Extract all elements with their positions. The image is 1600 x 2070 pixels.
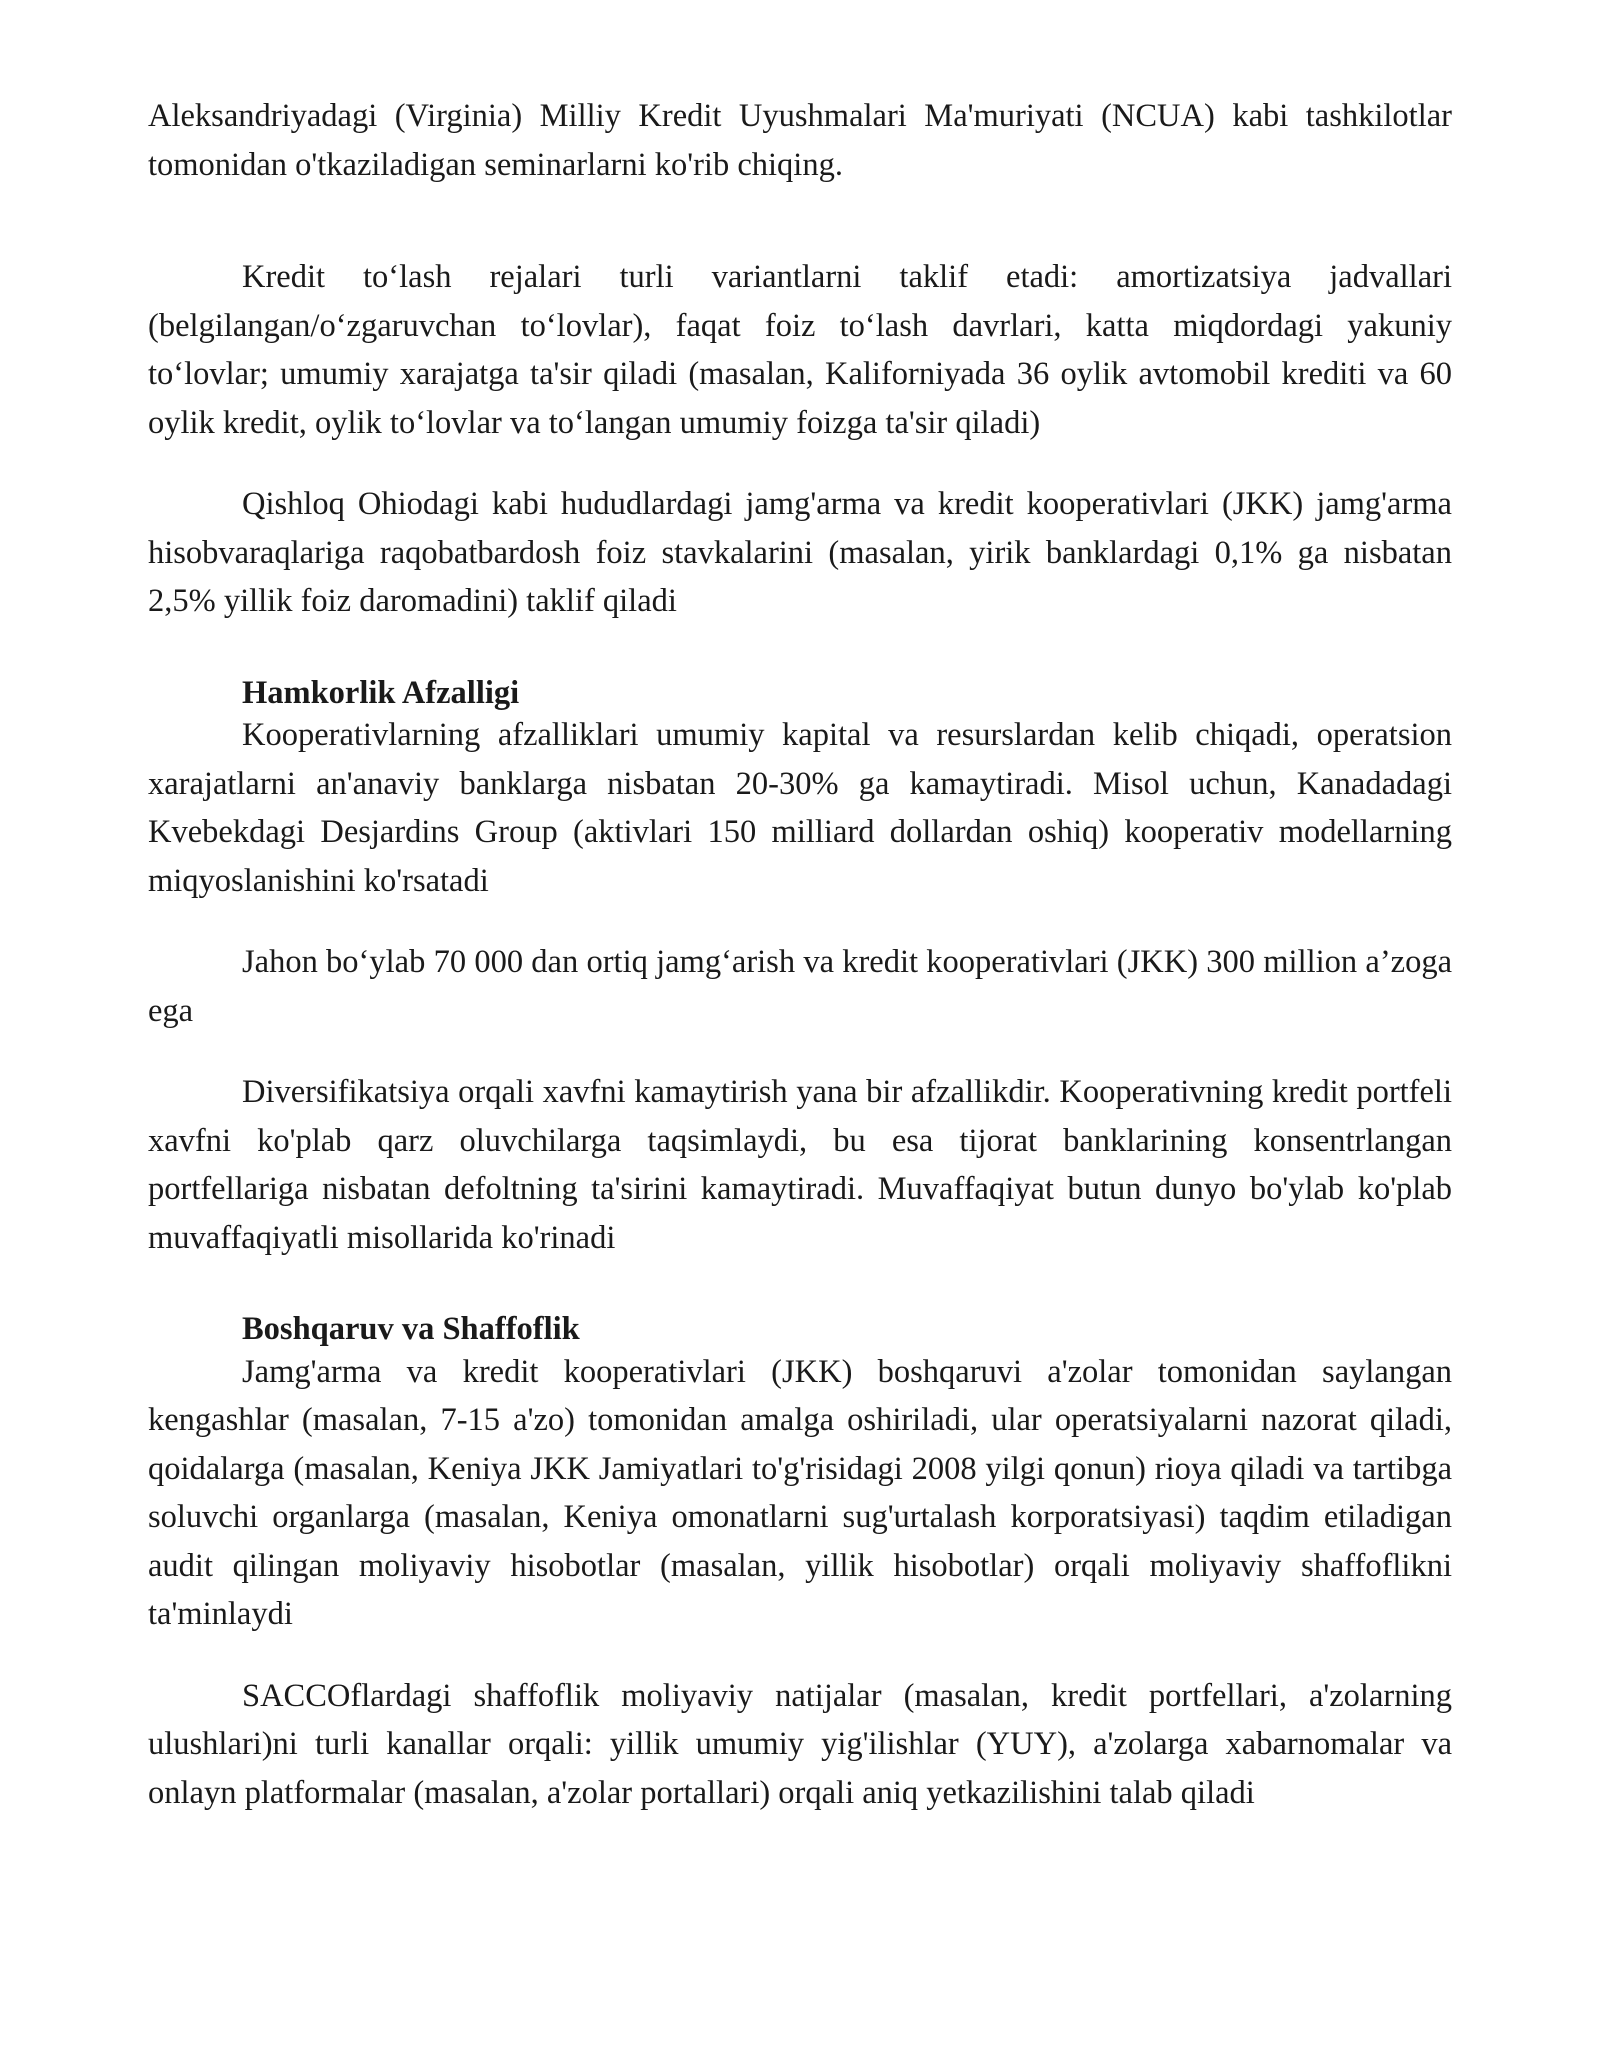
paragraph-savings-rates: Qishloq Ohiodagi kabi hududlardagi jamg'arma va kredit kooperativlari (JKK) jamg'arma hisobvaraqlariga raqobatbardosh foiz stavkalarini (masalan, yirik banklardagi 0,1% ga nisbatan 2,5% yillik foiz daromadini) taklif qiladi — [148, 486, 1452, 619]
heading-cooperation-advantage: Hamkorlik Afzalligi — [242, 674, 520, 711]
paragraph-governance: Jamg'arma va kredit kooperativlari (JKK) boshqaruvi a'zolar tomonidan saylangan kengashlar (masalan, 7-15 a'zo) tomonidan amalga oshiriladi, ular operatsiyalarni nazorat qiladi, qoidalarga (masalan, Keniya JKK Jamiyatlari to'g'risidagi 2008 yilgi qonun) rioya qiladi va tartibga soluvchi organlarga (masalan, Keniya omonatlarni sug'urtalash korporatsiyasi) taqdim etiladigan audit qilingan moliyaviy hisobotlar (masalan, yillik hisobotlar) orqali moliyaviy shaffoflikni ta'minlaydi — [148, 1353, 1452, 1632]
heading-governance-transparency: Boshqaruv va Shaffoflik — [242, 1311, 580, 1347]
document-page — [148, 92, 1452, 1817]
paragraph-repayment-plans: Kredit to‘lash rejalari turli variantlarni taklif etadi: amortizatsiya jadvallari (belgilangan/o‘zgaruvchan to‘lovlar), faqat foiz to‘lash davrlari, katta miqdordagi yakuniy to‘lovlar; umumiy xarajatga ta'sir qiladi (masalan, Kaliforniyada 36 oylik avtomobil krediti va 60 oylik kredit, oylik to‘lovlar va to‘langan umumiy foizga ta'sir qiladi) — [148, 259, 1452, 441]
paragraph-worldwide-members: Jahon bo‘ylab 70 000 dan ortiq jamg‘arish va kredit kooperativlari (JKK) 300 million a’zoga ega — [148, 944, 1452, 1029]
paragraph-diversification: Diversifikatsiya orqali xavfni kamaytirish yana bir afzallikdir. Kooperativning kredit portfeli xavfni ko'plab qarz oluvchilarga taqsimlaydi, bu esa tijorat banklarining konsentrlangan portfellariga nisbatan defoltning ta'sirini kamaytiradi. Muvaffaqiyat butun dunyo bo'ylab ko'plab muvaffaqiyatli misollarida ko'rinadi — [148, 1074, 1452, 1256]
paragraph-ncua-seminars: Aleksandriyadagi (Virginia) Milliy Kredit Uyushmalari Ma'muriyati (NCUA) kabi tashkilotlar tomonidan o'tkaziladigan seminarlarni ko'rib chiqing. — [148, 98, 1452, 183]
paragraph-sacco-transparency: SACCOflardagi shaffoflik moliyaviy natijalar (masalan, kredit portfellari, a'zolarning ulushlari)ni turli kanallar orqali: yillik umumiy yig'ilishlar (YUY), a'zolarga xabarnomalar va onlayn platformalar (masalan, a'zolar portallari) orqali aniq yetkazilishini talab qiladi — [148, 1677, 1452, 1811]
paragraph-cooperative-advantages: Kooperativlarning afzalliklari umumiy kapital va resurslardan kelib chiqadi, operatsion xarajatlarni an'anaviy banklarga nisbatan 20-30% ga kamaytiradi. Misol uchun, Kanadadagi Kvebekdagi Desjardins Group (aktivlari 150 milliard dollardan oshiq) kooperativ modellarning miqyoslanishini ko'rsatadi — [148, 717, 1452, 899]
